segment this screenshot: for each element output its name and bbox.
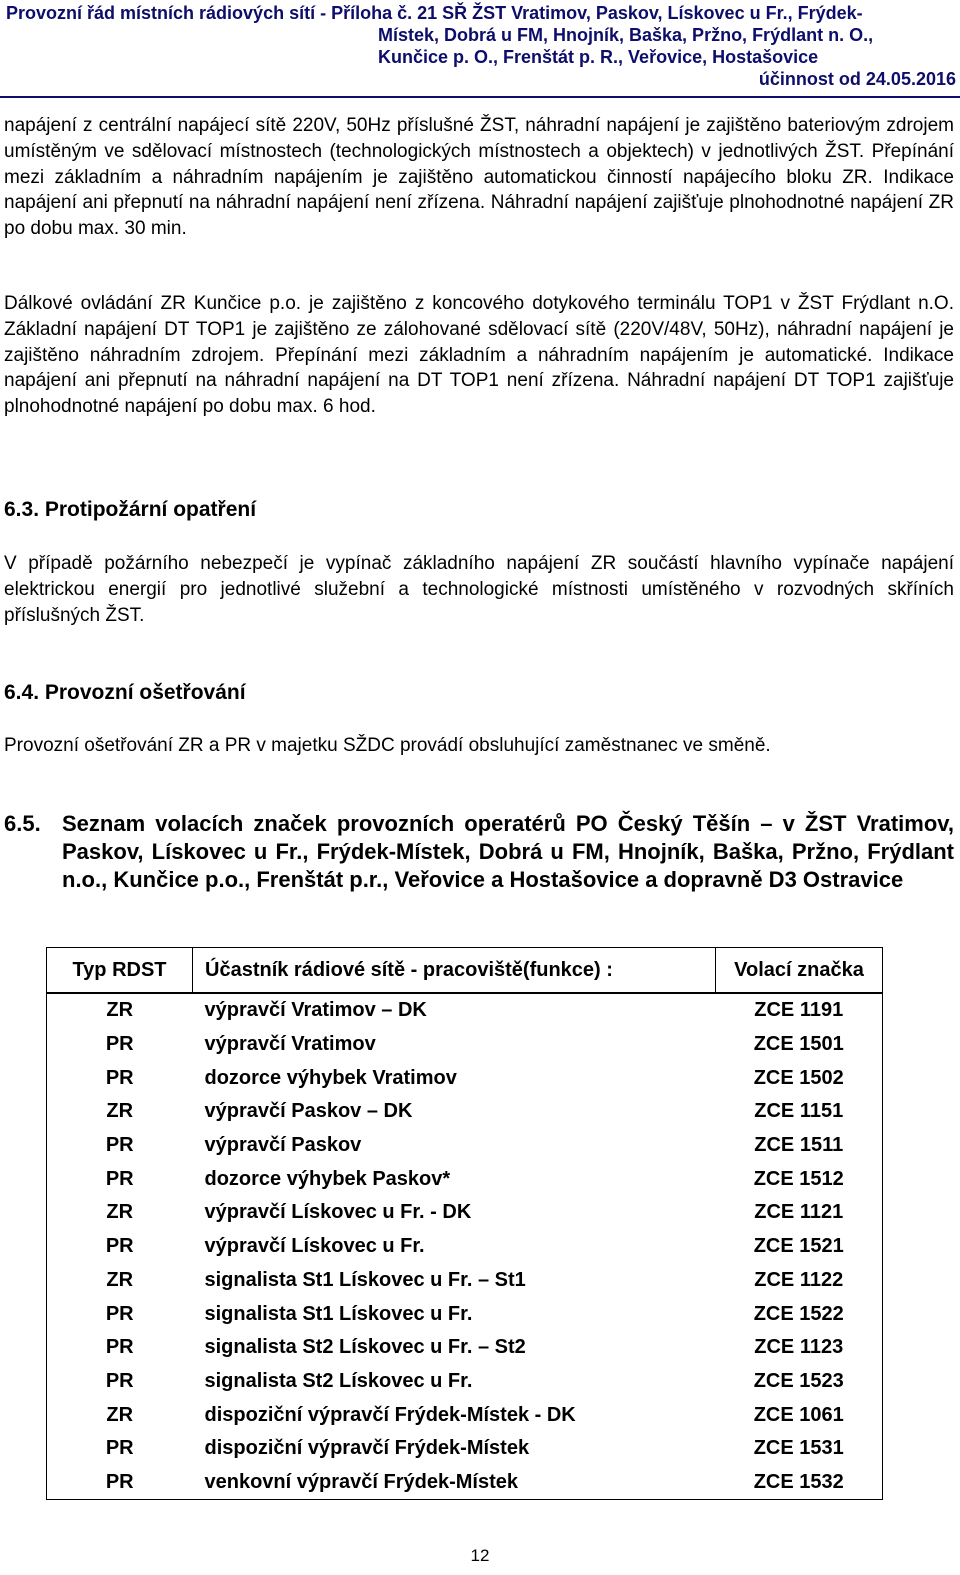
header-typ-rdst: Typ RDST (47, 948, 193, 994)
cell-type: PR (47, 1129, 193, 1163)
cell-participant: výpravčí Lískovec u Fr. (204, 1235, 425, 1258)
table-row (47, 1196, 883, 1230)
call-sign-table (46, 947, 883, 1500)
cell-type: PR (47, 1331, 193, 1365)
cell-participant: dozorce výhybek Paskov* (204, 1167, 451, 1190)
table-row (47, 1297, 883, 1331)
cell-participant: venkovní výpravčí Frýdek-Místek (193, 1466, 716, 1500)
cell-type: PR (47, 1230, 193, 1264)
cell-call-sign: ZCE 1501 (716, 1028, 883, 1062)
cell-type: ZR (47, 1196, 193, 1230)
cell-participant: signalista St1 Lískovec u Fr. (204, 1302, 473, 1325)
cell-call-sign: ZCE 1122 (716, 1264, 883, 1298)
cell-call-sign: ZCE 1511 (716, 1129, 883, 1163)
cell-participant: výpravčí Lískovec u Fr. - DK (204, 1201, 472, 1224)
header-participant: Účastník rádiové sítě - pracoviště(funkce) : (193, 948, 716, 994)
cell-type: PR (47, 1297, 193, 1331)
cell-call-sign: ZCE 1061 (716, 1398, 883, 1432)
cell-call-sign: ZCE 1123 (716, 1331, 883, 1365)
table-row (47, 1061, 883, 1095)
cell-participant: dispoziční výpravčí Frýdek-Místek (204, 1437, 530, 1460)
table-row (47, 1466, 883, 1500)
cell-call-sign: ZCE 1521 (716, 1230, 883, 1264)
paragraph-remote-control: Dálkové ovládání ZR Kunčice p.o. je zajištěno z koncového dotykového terminálu TOP1 v ŽST Frýdlant n.O. Základní napájení DT TOP1 je zajištěno ze zálohované sdělovací sítě (220V/48V, 50Hz), náhradní napájení je zajištěno náhradním zdrojem. Přepínání mezi základním a náhradním napájením je automatické. Indikace napájení ani přepnutí na náhradní napájení na DT TOP1 není zřízena. Náhradní napájení DT TOP1 zajišťuje plnohodnotné napájení po dobu max. 6 hod. (4, 293, 954, 418)
table-row (47, 1331, 883, 1365)
cell-participant: dozorce výhybek Vratimov (204, 1066, 457, 1089)
cell-type: PR (47, 1061, 193, 1095)
page-header (6, 2, 956, 90)
section-6-4-heading: 6.4. Provozní ošetřování (4, 681, 246, 704)
table-row (47, 1264, 883, 1298)
cell-call-sign: ZCE 1151 (716, 1095, 883, 1129)
cell-call-sign: ZCE 1121 (716, 1196, 883, 1230)
table-row (47, 1365, 883, 1399)
page-number: 12 (470, 1546, 490, 1565)
table-header-row (47, 948, 883, 994)
table-row (47, 993, 883, 1028)
table-row (47, 1129, 883, 1163)
table-row (47, 1162, 883, 1196)
cell-type: ZR (47, 993, 193, 1028)
cell-type: PR (47, 1028, 193, 1062)
cell-type: PR (47, 1365, 193, 1399)
table-row (47, 1230, 883, 1264)
header-line-1: Provozní řád místních rádiových sítí - Příloha č. 21 SŘ ŽST Vratimov, Paskov, Lískovec u Fr., Frýdek- (6, 3, 863, 23)
cell-type: ZR (47, 1264, 193, 1298)
cell-call-sign: ZCE 1532 (716, 1466, 883, 1500)
cell-call-sign: ZCE 1502 (716, 1061, 883, 1095)
table-row (47, 1028, 883, 1062)
cell-call-sign: ZCE 1512 (716, 1162, 883, 1196)
cell-type: PR (47, 1466, 193, 1500)
cell-participant: výpravčí Vratimov (204, 1033, 376, 1056)
cell-participant: signalista St1 Lískovec u Fr. – St1 (204, 1268, 526, 1291)
table-row (47, 1095, 883, 1129)
section-6-5-title: Seznam volacích značek provozních operatérů PO Český Těšín – v ŽST Vratimov, Paskov, Lískovec u Fr., Frýdek-Místek, Dobrá u FM, Hnojník, Baška, Pržno, Frýdlant n.o., Kunčice p.o., Frenštát p.r., Veřovice a Hostašovice a dopravně D3 Ostravice (62, 811, 954, 892)
cell-call-sign: ZCE 1191 (716, 993, 883, 1028)
header-effective-date: účinnost od 24.05.2016 (758, 69, 956, 89)
header-divider (0, 96, 960, 98)
cell-participant: signalista St2 Lískovec u Fr. (204, 1369, 473, 1392)
section-6-5-number: 6.5. (4, 811, 41, 836)
cell-type: ZR (47, 1398, 193, 1432)
header-line-3: Kunčice p. O., Frenštát p. R., Veřovice, Hostašovice (378, 47, 819, 67)
table-row (47, 1398, 883, 1432)
cell-participant: výpravčí Paskov – DK (204, 1100, 413, 1123)
cell-call-sign: ZCE 1523 (716, 1365, 883, 1399)
section-6-3-heading: 6.3. Protipožární opatření (4, 498, 257, 521)
cell-participant: signalista St2 Lískovec u Fr. – St2 (204, 1336, 526, 1359)
cell-call-sign: ZCE 1531 (716, 1432, 883, 1466)
section-6-3-text: V případě požárního nebezpečí je vypínač základního napájení ZR součástí hlavního vypínače napájení elektrickou energií pro jednotlivé služební a technologické místnosti umístěného v rozvodných skříních příslušných ŽST. (4, 553, 954, 626)
cell-type: PR (47, 1162, 193, 1196)
header-line-2: Místek, Dobrá u FM, Hnojník, Baška, Pržno, Frýdlant n. O., (378, 25, 874, 45)
cell-participant: výpravčí Paskov (204, 1134, 362, 1157)
cell-type: ZR (47, 1095, 193, 1129)
paragraph-power-supply: napájení z centrální napájecí sítě 220V, 50Hz příslušné ŽST, náhradní napájení je zajištěno bateriovým zdrojem umístěným ve sdělovací místnostech (technologických místnostech a objektech) v jednotlivých ŽST. Přepínání mezi základním a náhradním napájením je zajištěno automatickou činností napájecího bloku ZR. Indikace napájení ani přepnutí na náhradní napájení není zřízena. Náhradní napájení zajišťuje plnohodnotné napájení ZR po dobu max. 30 min. (4, 115, 954, 240)
header-call-sign: Volací značka (716, 948, 883, 994)
cell-type: PR (47, 1432, 193, 1466)
table-row (47, 1432, 883, 1466)
section-6-5-heading (4, 810, 954, 894)
section-6-4-text: Provozní ošetřování ZR a PR v majetku SŽDC provádí obsluhující zaměstnanec ve směně. (4, 735, 771, 756)
cell-call-sign: ZCE 1522 (716, 1297, 883, 1331)
cell-participant: výpravčí Vratimov – DK (204, 999, 427, 1022)
cell-participant: dispoziční výpravčí Frýdek-Místek - DK (204, 1403, 576, 1426)
